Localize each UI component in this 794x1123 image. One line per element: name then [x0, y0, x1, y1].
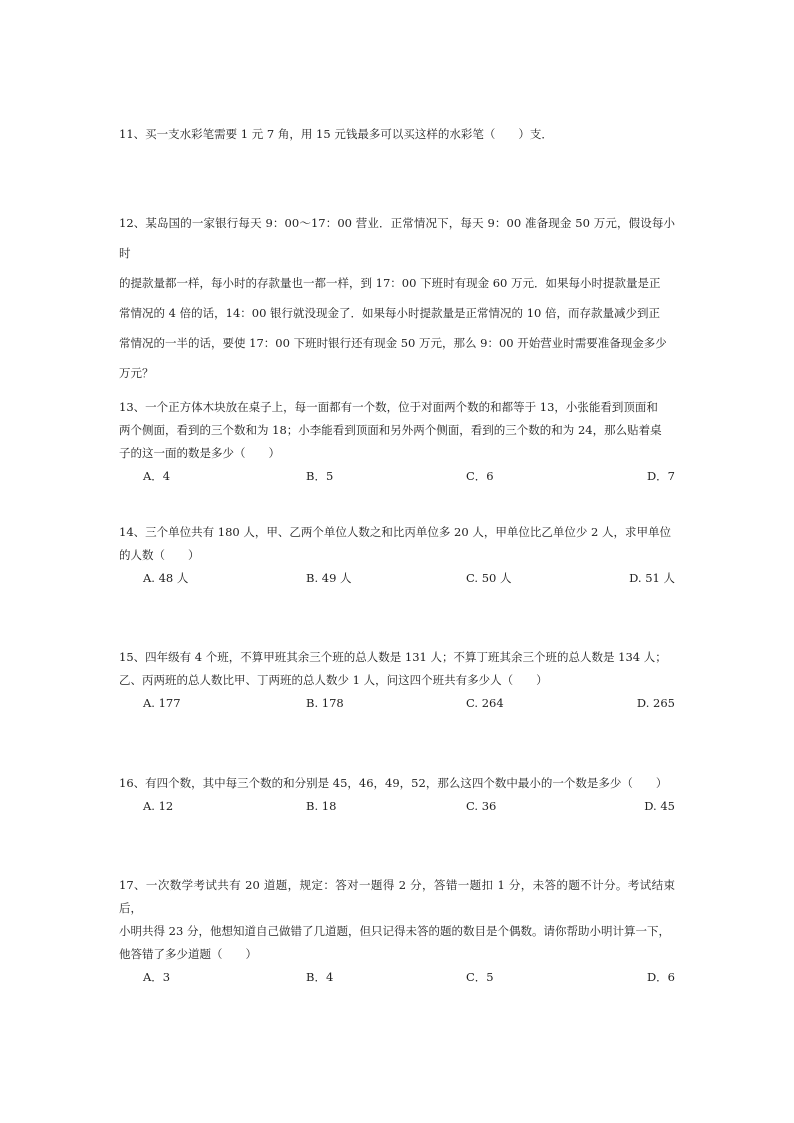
question-16-options [119, 795, 675, 818]
option-b: B．5 [306, 469, 334, 483]
option-b: B．4 [306, 970, 334, 984]
option-a: A. 177 [143, 696, 181, 710]
option-b: B. 18 [306, 799, 337, 813]
question-12-line: 12、某岛国的一家银行每天 9：00～17：00 营业．正常情况下，每天 9：00 准备现金 50 万元，假设每小时 [119, 216, 675, 260]
option-c: C. 264 [466, 696, 504, 710]
question-13-line: 两个侧面，看到的三个数和为 18；小李能看到顶面和另外两个侧面，看到的三个数的和为 24，那么贴着桌 [119, 423, 662, 437]
question-15 [119, 646, 675, 715]
question-15-line: 乙、丙两班的总人数比甲、丁两班的总人数少 1 人，问这四个班共有多少人（ ） [119, 673, 548, 687]
question-13-options [119, 465, 675, 488]
option-c: C. 50 人 [466, 571, 512, 585]
option-b: B. 178 [306, 696, 344, 710]
option-c: C．6 [466, 469, 494, 483]
option-d: D. 45 [644, 799, 675, 813]
question-17-line: 小明共得 23 分，他想知道自己做错了几道题，但只记得未答的题的数目是个偶数。请你帮助小明计算一下， [119, 924, 670, 938]
question-17 [119, 874, 675, 989]
option-d: D．7 [646, 469, 675, 483]
question-13-line: 子的这一面的数是多少（ ） [119, 446, 280, 460]
question-12-line: 常情况的一半的话，要使 17：00 下班时银行还有现金 50 万元，那么 9：00 开始营业时需要准备现金多少 [119, 336, 667, 350]
option-d: D．6 [646, 970, 675, 984]
question-15-line: 15、四年级有 4 个班，不算甲班其余三个班的总人数是 131 人；不算丁班其余三个班的总人数是 134 人； [119, 650, 667, 664]
question-15-options [119, 692, 675, 715]
question-13 [119, 396, 675, 488]
question-14-line: 14、三个单位共有 180 人，甲、乙两个单位人数之和比丙单位多 20 人，甲单位比乙单位少 2 人，求甲单位 [119, 525, 671, 539]
option-a: A．3 [143, 970, 171, 984]
question-17-line: 17、一次数学考试共有 20 道题，规定：答对一题得 2 分，答错一题扣 1 分，未答的题不计分。考试结束后， [119, 878, 675, 915]
option-d: D. 51 人 [629, 571, 675, 585]
question-12 [119, 208, 675, 388]
question-12-line: 常情况的 4 倍的话，14：00 银行就没现金了．如果每小时提款量是正常情况的 10 倍，而存款量减少到正 [119, 306, 660, 320]
question-12-line: 万元？ [119, 366, 154, 380]
option-c: C．5 [466, 970, 494, 984]
option-a: A．4 [143, 469, 171, 483]
question-11-line: 11、买一支水彩笔需要 1 元 7 角，用 15 元钱最多可以买这样的水彩笔（ ）支． [119, 127, 553, 141]
question-14 [119, 521, 675, 590]
option-d: D. 265 [636, 696, 675, 710]
question-12-line: 的提款量都一样，每小时的存款量也一都一样，到 17：00 下班时有现金 60 万元．如果每小时提款量是正 [119, 276, 661, 290]
question-16 [119, 772, 675, 818]
question-11 [119, 123, 675, 146]
question-16-line: 16、有四个数，其中每三个数的和分别是 45，46，49，52，那么这四个数中最小的一个数是多少（ ） [119, 776, 668, 790]
question-17-line: 他答错了多少道题（ ） [119, 947, 257, 961]
question-17-options [119, 966, 675, 989]
question-14-line: 的人数（ ） [119, 548, 200, 562]
option-a: A. 12 [143, 799, 174, 813]
question-13-line: 13、一个正方体木块放在桌子上，每一面都有一个数，位于对面两个数的和都等于 13，小张能看到顶面和 [119, 400, 658, 414]
option-c: C. 36 [466, 799, 497, 813]
option-b: B. 49 人 [306, 571, 352, 585]
question-14-options [119, 567, 675, 590]
option-a: A. 48 人 [143, 571, 189, 585]
